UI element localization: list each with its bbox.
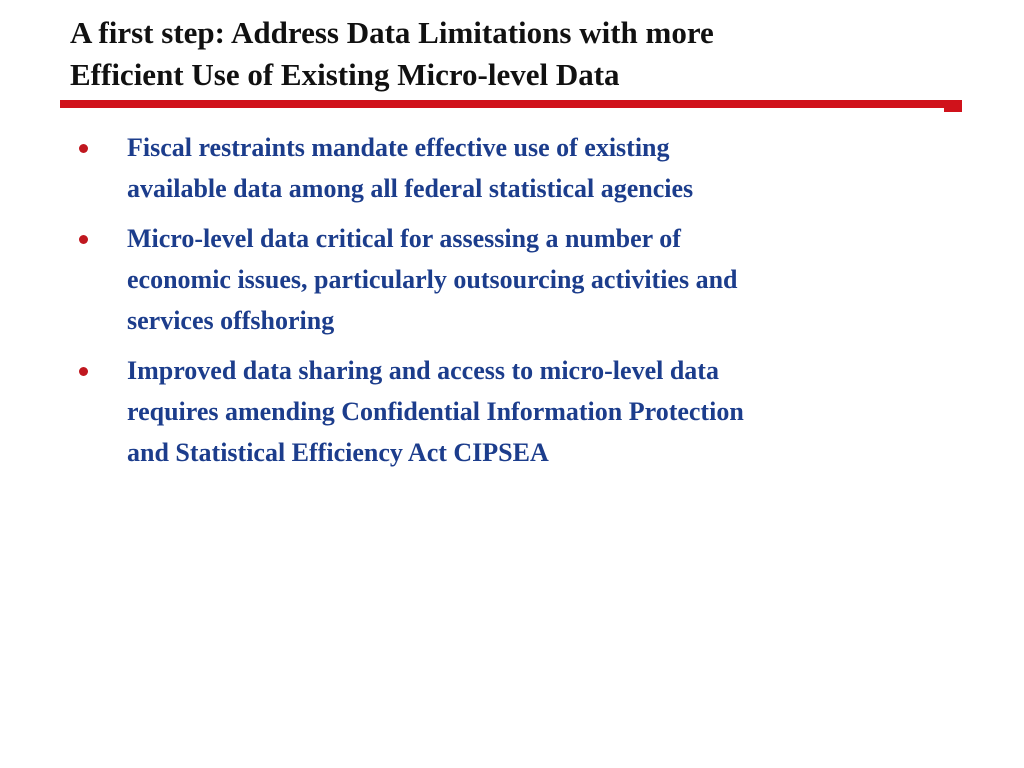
bullet-2-line-2: economic issues, particularly outsourcing activities and (127, 265, 738, 294)
bullet-3-line-1: Improved data sharing and access to micro-level data (127, 356, 719, 385)
bullet-list (76, 127, 956, 482)
slide-title (70, 12, 950, 96)
title-divider-rule-end (944, 100, 962, 112)
bullet-item-1 (76, 127, 956, 209)
slide-title-line-1: A first step: Address Data Limitations with more (70, 15, 714, 50)
bullet-dot-icon (79, 367, 88, 376)
bullet-2-line-1: Micro-level data critical for assessing a number of (127, 224, 681, 253)
title-divider-rule (60, 100, 962, 108)
bullet-1-line-2: available data among all federal statistical agencies (127, 174, 694, 203)
bullet-3-line-2: requires amending Confidential Information Protection (127, 397, 744, 426)
bullet-item-3 (76, 350, 956, 473)
bullet-3-line-3: and Statistical Efficiency Act CIPSEA (127, 438, 549, 467)
bullet-1-line-1: Fiscal restraints mandate effective use of existing (127, 133, 670, 162)
bullet-dot-icon (79, 235, 88, 244)
slide-title-line-2: Efficient Use of Existing Micro-level Data (70, 57, 620, 92)
bullet-2-line-3: services offshoring (127, 306, 335, 335)
bullet-item-2 (76, 218, 956, 341)
bullet-dot-icon (79, 144, 88, 153)
